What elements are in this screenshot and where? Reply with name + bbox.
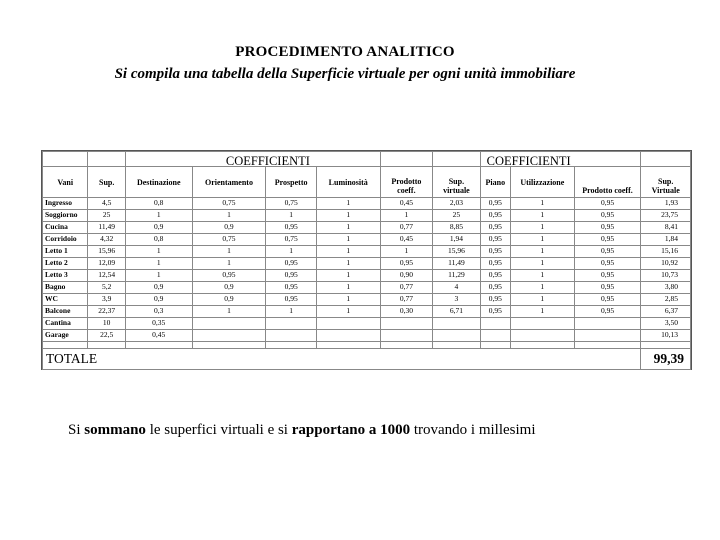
table-cell: 0,95	[480, 258, 510, 270]
vano-name: Letto 3	[43, 270, 88, 282]
table-cell: 0,95	[574, 198, 641, 210]
table-cell	[192, 318, 266, 330]
table-cell: 0,8	[125, 198, 192, 210]
table-row	[43, 270, 691, 282]
table-cell: 1	[316, 306, 380, 318]
table-cell: 0,95	[266, 294, 317, 306]
table-cell: 22,37	[88, 306, 125, 318]
table-cell: 1	[510, 246, 574, 258]
table-cell: 0,95	[574, 258, 641, 270]
table-cell: 0,95	[266, 282, 317, 294]
table-cell: 4,5	[88, 198, 125, 210]
table-cell: 0,95	[574, 210, 641, 222]
vano-name: Letto 1	[43, 246, 88, 258]
vano-name: Soggiorno	[43, 210, 88, 222]
vano-name: Cantina	[43, 318, 88, 330]
table-cell	[380, 330, 433, 342]
table-cell: 0,95	[574, 246, 641, 258]
table-cell: 0,9	[125, 294, 192, 306]
table-cell: 1	[510, 306, 574, 318]
table-cell: 1,84	[641, 234, 691, 246]
table-cell: 1	[510, 234, 574, 246]
table-cell: 1	[125, 270, 192, 282]
table-cell: 0,95	[574, 234, 641, 246]
table-cell	[433, 330, 481, 342]
table-cell: 1	[192, 306, 266, 318]
table-cell: 15,16	[641, 246, 691, 258]
table-cell: 11,49	[433, 258, 481, 270]
table-cell: 0,75	[192, 198, 266, 210]
table-cell: 11,29	[433, 270, 481, 282]
vano-name: Cucina	[43, 222, 88, 234]
table-cell: 3,80	[641, 282, 691, 294]
table-cell: 3,9	[88, 294, 125, 306]
table-cell: 0,75	[266, 198, 317, 210]
vano-name: Corridoio	[43, 234, 88, 246]
table-cell: 0,95	[192, 270, 266, 282]
table-cell: 6,71	[433, 306, 481, 318]
table-cell: 1,94	[433, 234, 481, 246]
table-cell: 1	[510, 198, 574, 210]
table-cell: 1	[316, 210, 380, 222]
table-row	[43, 318, 691, 330]
coefficienti-row	[43, 152, 691, 167]
table-cell: 1	[266, 306, 317, 318]
col-header: Vani	[43, 167, 88, 198]
table-cell: 1	[125, 258, 192, 270]
table-cell: 1	[510, 294, 574, 306]
table-cell: 0,95	[574, 294, 641, 306]
table-cell	[574, 318, 641, 330]
table-cell: 0,95	[574, 270, 641, 282]
vano-name: WC	[43, 294, 88, 306]
table-cell: 0,95	[480, 306, 510, 318]
table-row	[43, 210, 691, 222]
table-cell: 1	[316, 198, 380, 210]
table-cell: 1	[316, 270, 380, 282]
col-header: Utilizzazione	[510, 167, 574, 198]
table-cell: 2,03	[433, 198, 481, 210]
vano-name: Letto 2	[43, 258, 88, 270]
total-label: TOTALE	[43, 349, 641, 370]
table-cell: 1	[192, 210, 266, 222]
table-cell: 1	[380, 246, 433, 258]
table-cell: 1	[316, 234, 380, 246]
table-row	[43, 282, 691, 294]
col-header: Prospetto	[266, 167, 317, 198]
table-cell: 1	[510, 222, 574, 234]
table-cell: 3	[433, 294, 481, 306]
table-cell: 6,37	[641, 306, 691, 318]
table-cell: 1	[125, 246, 192, 258]
table-cell: 0,95	[574, 222, 641, 234]
table-cell: 0,95	[266, 258, 317, 270]
col-header: Sup. virtuale	[433, 167, 481, 198]
col-header: Destinazione	[125, 167, 192, 198]
table-row	[43, 258, 691, 270]
table-cell	[192, 330, 266, 342]
table-cell: 0,45	[380, 234, 433, 246]
col-header: Orientamento	[192, 167, 266, 198]
table-cell	[480, 330, 510, 342]
table-cell: 0,45	[380, 198, 433, 210]
table-cell: 0,90	[380, 270, 433, 282]
table-cell: 25	[88, 210, 125, 222]
table-cell: 1	[316, 222, 380, 234]
table-cell: 0,9	[192, 282, 266, 294]
table-cell: 12,54	[88, 270, 125, 282]
table-cell: 10,13	[641, 330, 691, 342]
table-cell: 1	[510, 210, 574, 222]
coefficienti-label-2: COEFFICIENTI	[480, 152, 641, 167]
bottom-bold-2: rapportano a 1000	[291, 422, 411, 438]
table-row	[43, 246, 691, 258]
table-cell: 12,09	[88, 258, 125, 270]
table-cell: 1	[316, 282, 380, 294]
table-cell: 22,5	[88, 330, 125, 342]
table-row	[43, 294, 691, 306]
vano-name: Balcone	[43, 306, 88, 318]
superficie-virtuale-table	[41, 150, 692, 370]
table-cell	[380, 318, 433, 330]
table-cell: 1	[125, 210, 192, 222]
table-cell: 0,77	[380, 222, 433, 234]
table-cell: 0,95	[266, 222, 317, 234]
table-cell: 23,75	[641, 210, 691, 222]
table-cell: 0,35	[125, 318, 192, 330]
bottom-text-1: Si	[68, 422, 85, 438]
table-cell: 1	[316, 294, 380, 306]
table-cell: 0,95	[574, 282, 641, 294]
table-cell: 0,95	[266, 270, 317, 282]
table-cell: 0,95	[480, 246, 510, 258]
table-cell: 1	[380, 210, 433, 222]
table-cell: 15,96	[88, 246, 125, 258]
header-row	[43, 167, 691, 198]
table-cell	[316, 330, 380, 342]
table-cell: 1	[510, 282, 574, 294]
table-cell: 1	[316, 258, 380, 270]
vano-name: Garage	[43, 330, 88, 342]
table-cell	[316, 318, 380, 330]
table-cell: 4,32	[88, 234, 125, 246]
table-cell: 4	[433, 282, 481, 294]
table-cell: 0,95	[380, 258, 433, 270]
table-cell: 0,9	[125, 222, 192, 234]
bottom-text-2: le superfici virtuali e si	[145, 422, 292, 438]
coefficienti-label-1: COEFFICIENTI	[125, 152, 380, 167]
table-cell: 0,77	[380, 282, 433, 294]
table-cell	[266, 330, 317, 342]
table-cell	[433, 318, 481, 330]
vano-name: Bagno	[43, 282, 88, 294]
table-cell: 1,93	[641, 198, 691, 210]
bottom-bold-1: sommano	[84, 422, 146, 438]
table-cell	[574, 330, 641, 342]
table-cell: 0,3	[125, 306, 192, 318]
table-cell: 1	[192, 246, 266, 258]
table-cell: 10	[88, 318, 125, 330]
table-cell: 1	[192, 258, 266, 270]
bottom-note	[68, 422, 688, 439]
table-cell	[266, 318, 317, 330]
table-cell: 0,77	[380, 294, 433, 306]
table-cell	[480, 318, 510, 330]
table-cell: 8,41	[641, 222, 691, 234]
table-cell: 0,9	[192, 294, 266, 306]
col-header: Sup.	[88, 167, 125, 198]
table-cell: 8,85	[433, 222, 481, 234]
table-cell: 0,30	[380, 306, 433, 318]
table-cell: 0,9	[125, 282, 192, 294]
table-cell: 0,95	[480, 282, 510, 294]
table-cell	[510, 318, 574, 330]
col-header: Luminosità	[316, 167, 380, 198]
table-cell: 0,95	[480, 222, 510, 234]
total-value: 99,39	[641, 349, 691, 370]
table-cell: 2,85	[641, 294, 691, 306]
table-cell	[510, 330, 574, 342]
table-cell: 0,75	[266, 234, 317, 246]
table-cell: 10,73	[641, 270, 691, 282]
table-cell: 10,92	[641, 258, 691, 270]
page-subtitle: Si compila una tabella della Superficie virtuale per ogni unità immobiliare	[114, 66, 576, 82]
table-cell: 3,50	[641, 318, 691, 330]
table-cell: 0,95	[480, 270, 510, 282]
col-header: Prodotto coeff.	[574, 167, 641, 198]
table-cell: 0,9	[192, 222, 266, 234]
col-header: Sup. Virtuale	[641, 167, 691, 198]
table-row	[43, 306, 691, 318]
table-cell: 25	[433, 210, 481, 222]
page-title: PROCEDIMENTO ANALITICO	[235, 44, 455, 60]
table-cell: 0,8	[125, 234, 192, 246]
table-cell: 0,95	[480, 210, 510, 222]
table-cell: 0,95	[480, 294, 510, 306]
table-cell: 1	[510, 258, 574, 270]
table-row	[43, 198, 691, 210]
col-header: Piano	[480, 167, 510, 198]
table-cell: 1	[266, 246, 317, 258]
table-cell: 0,95	[480, 198, 510, 210]
bottom-text-3: trovando i millesimi	[410, 422, 536, 438]
total-row	[43, 349, 691, 370]
table-cell: 0,95	[480, 234, 510, 246]
table-row	[43, 222, 691, 234]
table-cell: 5,2	[88, 282, 125, 294]
table-cell: 1	[266, 210, 317, 222]
table-cell: 1	[316, 246, 380, 258]
table-cell: 0,75	[192, 234, 266, 246]
vano-name: Ingresso	[43, 198, 88, 210]
table-row	[43, 234, 691, 246]
table-row	[43, 330, 691, 342]
table-cell: 11,49	[88, 222, 125, 234]
table-cell: 0,95	[574, 306, 641, 318]
table-cell: 15,96	[433, 246, 481, 258]
col-header: Prodotto coeff.	[380, 167, 433, 198]
table-cell: 0,45	[125, 330, 192, 342]
table-cell: 1	[510, 270, 574, 282]
